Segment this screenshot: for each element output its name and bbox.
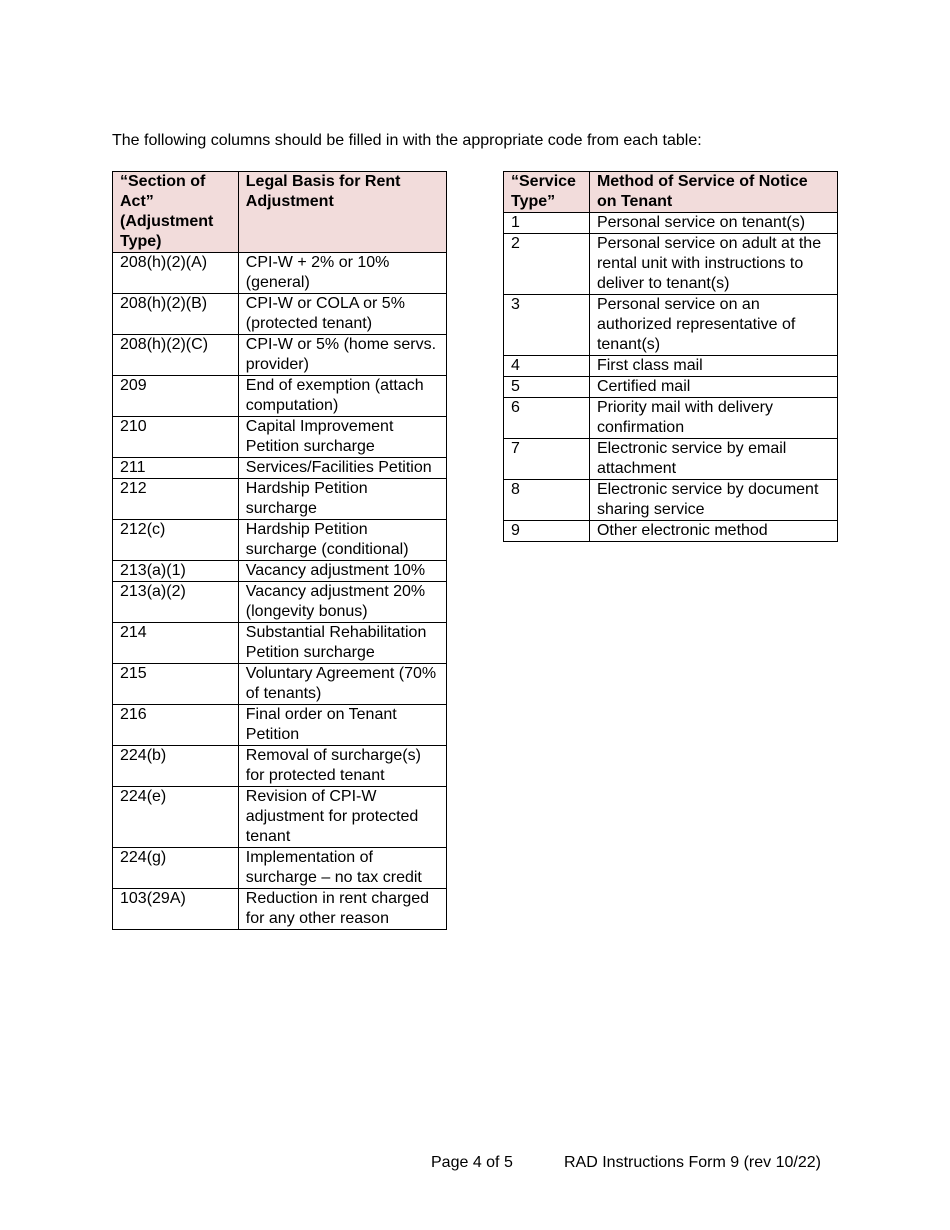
table-row — [113, 561, 447, 582]
table-row — [113, 582, 447, 623]
service-method-cell: First class mail — [589, 356, 837, 377]
table-row — [504, 295, 838, 356]
legal-basis-cell: Hardship Petition surcharge — [238, 479, 446, 520]
service-code-cell: 9 — [504, 521, 590, 542]
service-method-cell: Certified mail — [589, 377, 837, 398]
table-row — [504, 521, 838, 542]
service-method-cell: Electronic service by email attachment — [589, 439, 837, 480]
table-row — [113, 889, 447, 930]
section-code-cell: 208(h)(2)(A) — [113, 253, 239, 294]
service-method-cell: Personal service on an authorized representative of tenant(s) — [589, 295, 837, 356]
legal-basis-cell: Final order on Tenant Petition — [238, 705, 446, 746]
section-code-cell: 214 — [113, 623, 239, 664]
column-header-service-type: “Service Type” — [504, 172, 590, 213]
section-code-cell: 211 — [113, 458, 239, 479]
intro-text: The following columns should be filled in with the appropriate code from each table: — [112, 132, 702, 149]
legal-basis-cell: Revision of CPI-W adjustment for protected tenant — [238, 787, 446, 848]
service-code-cell: 5 — [504, 377, 590, 398]
section-code-cell: 213(a)(2) — [113, 582, 239, 623]
section-code-cell: 224(g) — [113, 848, 239, 889]
section-code-cell: 224(e) — [113, 787, 239, 848]
section-code-cell: 103(29A) — [113, 889, 239, 930]
column-header-section-of-act: “Section of Act” (Adjustment Type) — [113, 172, 239, 253]
table-header-row — [113, 172, 447, 253]
column-header-legal-basis: Legal Basis for Rent Adjustment — [238, 172, 446, 253]
section-code-cell: 210 — [113, 417, 239, 458]
service-method-cell: Other electronic method — [589, 521, 837, 542]
legal-basis-cell: Capital Improvement Petition surcharge — [238, 417, 446, 458]
service-method-cell: Personal service on tenant(s) — [589, 213, 837, 234]
legal-basis-cell: Removal of surcharge(s) for protected tenant — [238, 746, 446, 787]
table-row — [113, 335, 447, 376]
table-header-row — [504, 172, 838, 213]
table-row — [113, 417, 447, 458]
table-row — [113, 479, 447, 520]
legal-basis-cell: Vacancy adjustment 10% — [238, 561, 446, 582]
legal-basis-cell: CPI-W or COLA or 5% (protected tenant) — [238, 294, 446, 335]
service-method-cell: Personal service on adult at the rental unit with instructions to deliver to tenant(s) — [589, 234, 837, 295]
service-code-cell: 8 — [504, 480, 590, 521]
form-identifier: RAD Instructions Form 9 (rev 10/22) — [564, 1154, 821, 1171]
section-code-cell: 209 — [113, 376, 239, 417]
service-code-cell: 7 — [504, 439, 590, 480]
page-number: Page 4 of 5 — [431, 1154, 513, 1171]
legal-basis-cell: End of exemption (attach computation) — [238, 376, 446, 417]
legal-basis-cell: Services/Facilities Petition — [238, 458, 446, 479]
service-code-cell: 3 — [504, 295, 590, 356]
table-row — [113, 253, 447, 294]
table-row — [113, 520, 447, 561]
table-row — [113, 458, 447, 479]
service-method-cell: Electronic service by document sharing service — [589, 480, 837, 521]
legal-basis-cell: Vacancy adjustment 20% (longevity bonus) — [238, 582, 446, 623]
column-header-method-of-service: Method of Service of Notice on Tenant — [589, 172, 837, 213]
section-code-cell: 208(h)(2)(C) — [113, 335, 239, 376]
table-row — [504, 213, 838, 234]
legal-basis-cell: Implementation of surcharge – no tax credit — [238, 848, 446, 889]
service-code-cell: 1 — [504, 213, 590, 234]
service-code-cell: 6 — [504, 398, 590, 439]
legal-basis-cell: Voluntary Agreement (70% of tenants) — [238, 664, 446, 705]
table-row — [113, 848, 447, 889]
service-type-table — [503, 171, 838, 542]
table-row — [504, 377, 838, 398]
service-code-cell: 2 — [504, 234, 590, 295]
section-code-cell: 213(a)(1) — [113, 561, 239, 582]
adjustment-type-table — [112, 171, 447, 930]
table-row — [113, 664, 447, 705]
table-row — [113, 623, 447, 664]
table-row — [113, 787, 447, 848]
section-code-cell: 212(c) — [113, 520, 239, 561]
legal-basis-cell: CPI-W + 2% or 10% (general) — [238, 253, 446, 294]
table-row — [113, 376, 447, 417]
table-row — [504, 439, 838, 480]
legal-basis-cell: CPI-W or 5% (home servs. provider) — [238, 335, 446, 376]
legal-basis-cell: Substantial Rehabilitation Petition surcharge — [238, 623, 446, 664]
section-code-cell: 216 — [113, 705, 239, 746]
section-code-cell: 208(h)(2)(B) — [113, 294, 239, 335]
table-row — [504, 398, 838, 439]
section-code-cell: 215 — [113, 664, 239, 705]
service-code-cell: 4 — [504, 356, 590, 377]
legal-basis-cell: Reduction in rent charged for any other reason — [238, 889, 446, 930]
table-row — [113, 294, 447, 335]
table-row — [113, 705, 447, 746]
table-row — [504, 234, 838, 295]
table-row — [504, 356, 838, 377]
section-code-cell: 212 — [113, 479, 239, 520]
legal-basis-cell: Hardship Petition surcharge (conditional) — [238, 520, 446, 561]
section-code-cell: 224(b) — [113, 746, 239, 787]
service-method-cell: Priority mail with delivery confirmation — [589, 398, 837, 439]
table-row — [113, 746, 447, 787]
table-row — [504, 480, 838, 521]
